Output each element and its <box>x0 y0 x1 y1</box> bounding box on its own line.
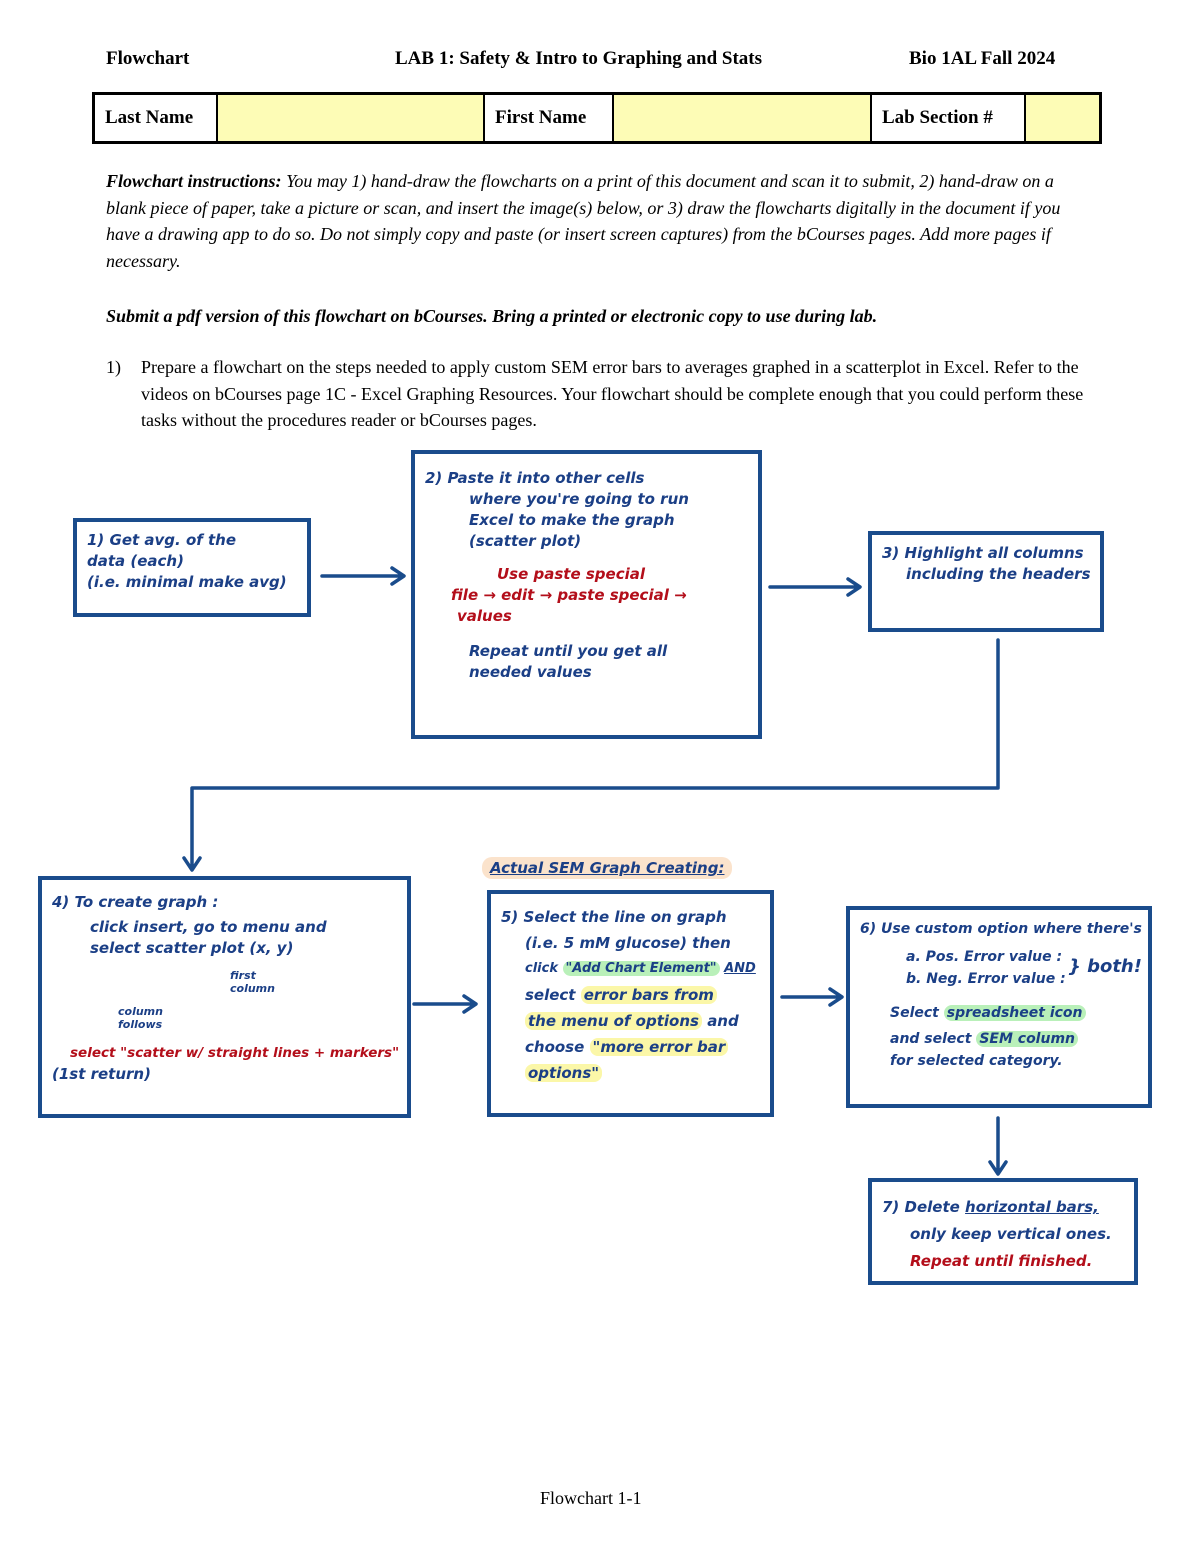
arrow-5-to-6 <box>782 989 842 1005</box>
step-1-box <box>73 518 311 617</box>
step-6-line: a. Pos. Error value : <box>906 949 1063 965</box>
step-4-column-follows-note: column follows <box>118 1005 163 1031</box>
step-2-line: Repeat until you get all <box>469 642 668 660</box>
arrow-2-to-3 <box>770 579 860 595</box>
step-4-red-line: select "scatter w/ straight lines + markers" <box>70 1045 400 1061</box>
step-5-highlight: "more error bar <box>590 1038 729 1056</box>
step-5-text: and <box>707 1012 739 1030</box>
last-name-label: Last Name <box>94 94 218 143</box>
step-7-line: only keep vertical ones. <box>910 1225 1112 1243</box>
header-left: Flowchart <box>106 48 190 69</box>
step-2-line: 2) Paste it into other cells <box>425 469 645 487</box>
page-footer: Flowchart 1-1 <box>540 1488 642 1508</box>
step-6-brace-note: } both! <box>1068 956 1142 977</box>
step-5-text: click <box>525 961 558 976</box>
step-7-red-line: Repeat until finished. <box>910 1252 1093 1270</box>
step-4-line: select scatter plot (x, y) <box>90 939 294 957</box>
arrow-6-to-7 <box>990 1118 1006 1174</box>
step-3-box <box>868 531 1104 632</box>
step-4-first-column-note: first column <box>230 969 275 995</box>
step-6-line: for selected category. <box>890 1053 1063 1069</box>
step-5-line: (i.e. 5 mM glucose) then <box>525 934 731 952</box>
sem-section-heading: Actual SEM Graph Creating: <box>482 857 732 879</box>
lab-section-label: Lab Section # <box>871 94 1025 143</box>
step-1-line: data (each) <box>87 552 184 570</box>
step-5-text: select <box>525 986 576 1004</box>
step-7-text: 7) Delete <box>882 1198 960 1216</box>
step-5-text: choose <box>525 1038 585 1056</box>
step-5-highlight: options" <box>525 1064 602 1082</box>
step-2-box <box>411 450 762 739</box>
step-4-line: 4) To create graph : <box>52 893 219 911</box>
step-6-line: b. Neg. Error value : <box>906 971 1066 987</box>
question-text: Prepare a flowchart on the steps needed to apply custom SEM error bars to averages graphed in a scatterplot in Excel. Refer to the videos on bCourses page 1C - Excel Graphing Resources. Your flowchart should be complete enough that you could perform these tasks without the procedures reader or bCourses pages. <box>141 357 1084 430</box>
step-5-highlight: error bars from <box>581 986 717 1004</box>
step-4-line: (1st return) <box>52 1065 151 1083</box>
header-course: Bio 1AL Fall 2024 <box>909 48 1056 69</box>
instructions-text: You may 1) hand-draw the flowcharts on a print of this document and scan it to submit, 2) hand-draw on a blank piece of paper, take a picture or scan, and insert the image(s) below, or 3) draw the flowcharts digitally in the document if you have a drawing app to do so. Do not simply copy and paste (or insert screen captures) from the bCourses pages. Add more pages if necessary. <box>106 171 1061 271</box>
step-2-line: needed values <box>469 663 592 681</box>
step-2-line: Excel to make the graph <box>469 511 675 529</box>
question-number: 1) <box>106 357 121 377</box>
step-5-line: 5) Select the line on graph <box>501 908 727 926</box>
first-name-label: First Name <box>484 94 613 143</box>
step-5-highlight: the menu of options <box>525 1012 702 1030</box>
instructions-label: Flowchart instructions: <box>106 171 282 191</box>
step-4-box <box>38 876 411 1118</box>
arrow-4-to-5 <box>414 996 476 1012</box>
step-6-box <box>846 906 1152 1108</box>
step-2-red-line: values <box>457 607 512 625</box>
step-5-text: AND <box>724 961 756 976</box>
step-6-line: 6) Use custom option where there's <box>860 921 1142 937</box>
step-3-line: including the headers <box>906 565 1091 583</box>
step-3-line: 3) Highlight all columns <box>882 544 1084 562</box>
step-6-highlight: spreadsheet icon <box>944 1005 1086 1021</box>
step-1-line: (i.e. minimal make avg) <box>87 573 287 591</box>
step-5-highlight: "Add Chart Element" <box>563 961 720 976</box>
step-1-line: 1) Get avg. of the <box>87 531 237 549</box>
step-6-text: and select <box>890 1031 972 1047</box>
step-7-underlined: horizontal bars, <box>965 1198 1099 1216</box>
arrow-1-to-2 <box>322 568 404 584</box>
step-4-line: click insert, go to menu and <box>90 918 327 936</box>
step-5-box <box>487 890 774 1117</box>
step-6-text: Select <box>890 1005 939 1021</box>
submit-note: Submit a pdf version of this flowchart on bCourses. Bring a printed or electronic copy to use during lab. <box>106 306 878 326</box>
step-2-line: where you're going to run <box>469 490 689 508</box>
step-2-red-line: Use paste special <box>497 565 645 583</box>
step-7-box <box>868 1178 1138 1285</box>
step-6-highlight: SEM column <box>976 1031 1078 1047</box>
step-2-red-line: file → edit → paste special → <box>451 586 687 604</box>
step-2-line: (scatter plot) <box>469 532 582 550</box>
header-title: LAB 1: Safety & Intro to Graphing and Stats <box>395 48 763 69</box>
